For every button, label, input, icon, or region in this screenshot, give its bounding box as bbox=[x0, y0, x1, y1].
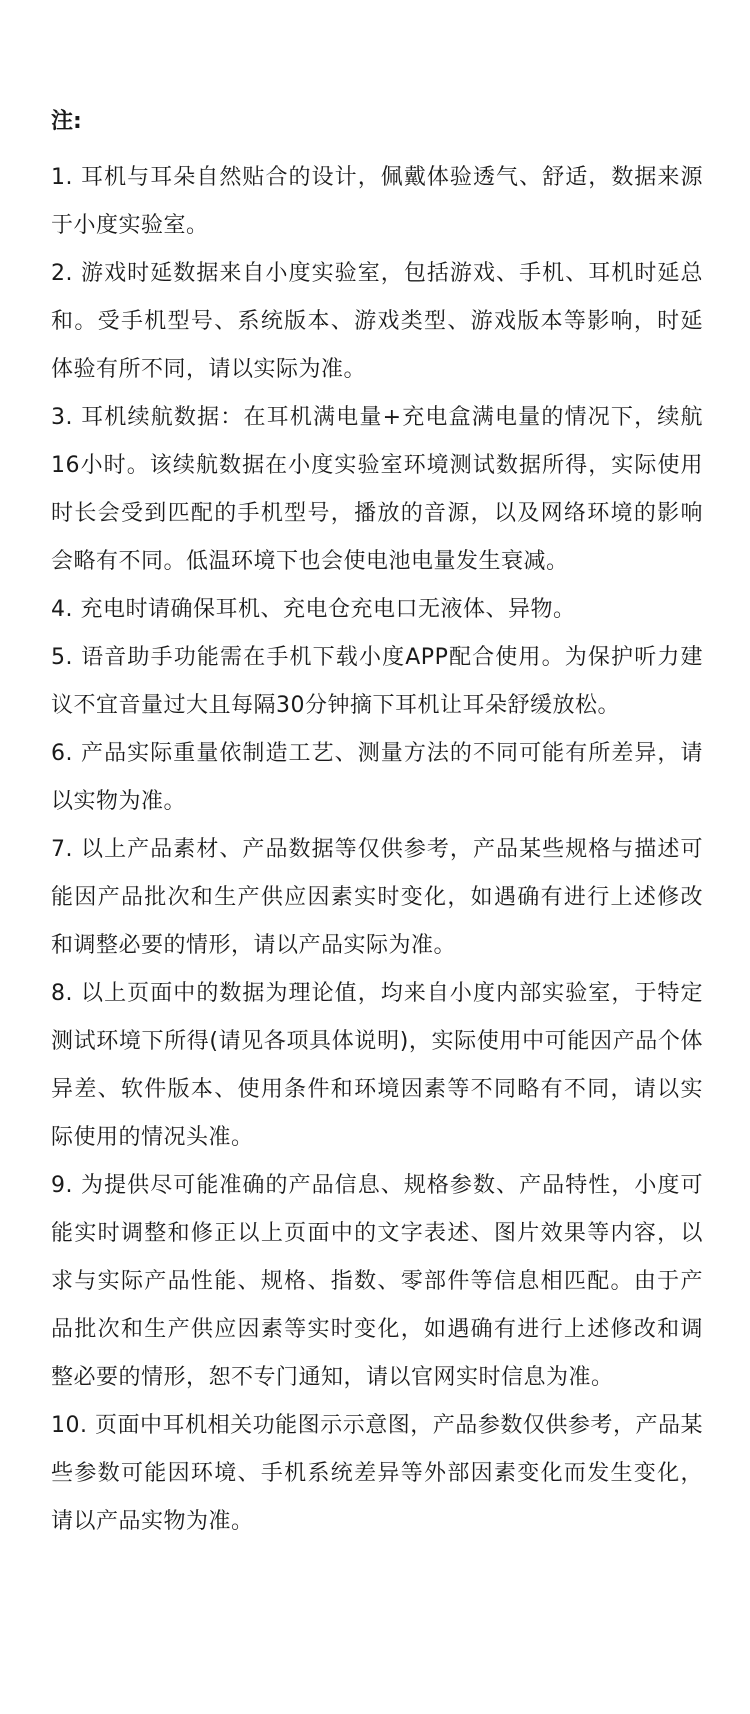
note-item-9: 9. 为提供尽可能准确的产品信息、规格参数、产品特性，小度可能实时调整和修正以上页面中的文字表述、图片效果等内容，以求与实际产品性能、规格、指数、零部件等信息相匹配。由于产品批次和生产供应因素等实时变化，如遇确有进行上述修改和调整必要的情形，恕不专门通知，请以官网实时信息为准。 bbox=[51, 1173, 703, 1390]
note-item-2: 2. 游戏时延数据来自小度实验室，包括游戏、手机、耳机时延总和。受手机型号、系统版本、游戏类型、游戏版本等影响，时延体验有所不同，请以实际为准。 bbox=[51, 261, 703, 382]
notes-heading: 注: bbox=[51, 109, 82, 134]
note-item-4: 4. 充电时请确保耳机、充电仓充电口无液体、异物。 bbox=[51, 597, 576, 622]
note-item-5: 5. 语音助手功能需在手机下载小度APP配合使用。为保护听力建议不宜音量过大且每隔30分钟摘下耳机让耳朵舒缓放松。 bbox=[51, 645, 703, 718]
note-item-3: 3. 耳机续航数据：在耳机满电量+充电盒满电量的情况下，续航16小时。该续航数据在小度实验室环境测试数据所得，实际使用时长会受到匹配的手机型号，播放的音源，以及网络环境的影响会略有不同。低温环境下也会使电池电量发生衰减。 bbox=[51, 405, 703, 574]
note-item-7: 7. 以上产品素材、产品数据等仅供参考，产品某些规格与描述可能因产品批次和生产供应因素实时变化，如遇确有进行上述修改和调整必要的情形，请以产品实际为准。 bbox=[51, 837, 703, 958]
note-item-8: 8. 以上页面中的数据为理论值，均来自小度内部实验室，于特定测试环境下所得(请见各项具体说明)，实际使用中可能因产品个体异差、软件版本、使用条件和环境因素等不同略有不同，请以实际使用的情况头准。 bbox=[51, 981, 703, 1150]
disclaimer-notes bbox=[51, 104, 703, 1546]
note-item-6: 6. 产品实际重量依制造工艺、测量方法的不同可能有所差异，请以实物为准。 bbox=[51, 741, 703, 814]
note-item-10: 10. 页面中耳机相关功能图示示意图，产品参数仅供参考，产品某些参数可能因环境、手机系统差异等外部因素变化而发生变化，请以产品实物为准。 bbox=[51, 1413, 703, 1534]
note-item-1: 1. 耳机与耳朵自然贴合的设计，佩戴体验透气、舒适，数据来源于小度实验室。 bbox=[51, 165, 703, 238]
